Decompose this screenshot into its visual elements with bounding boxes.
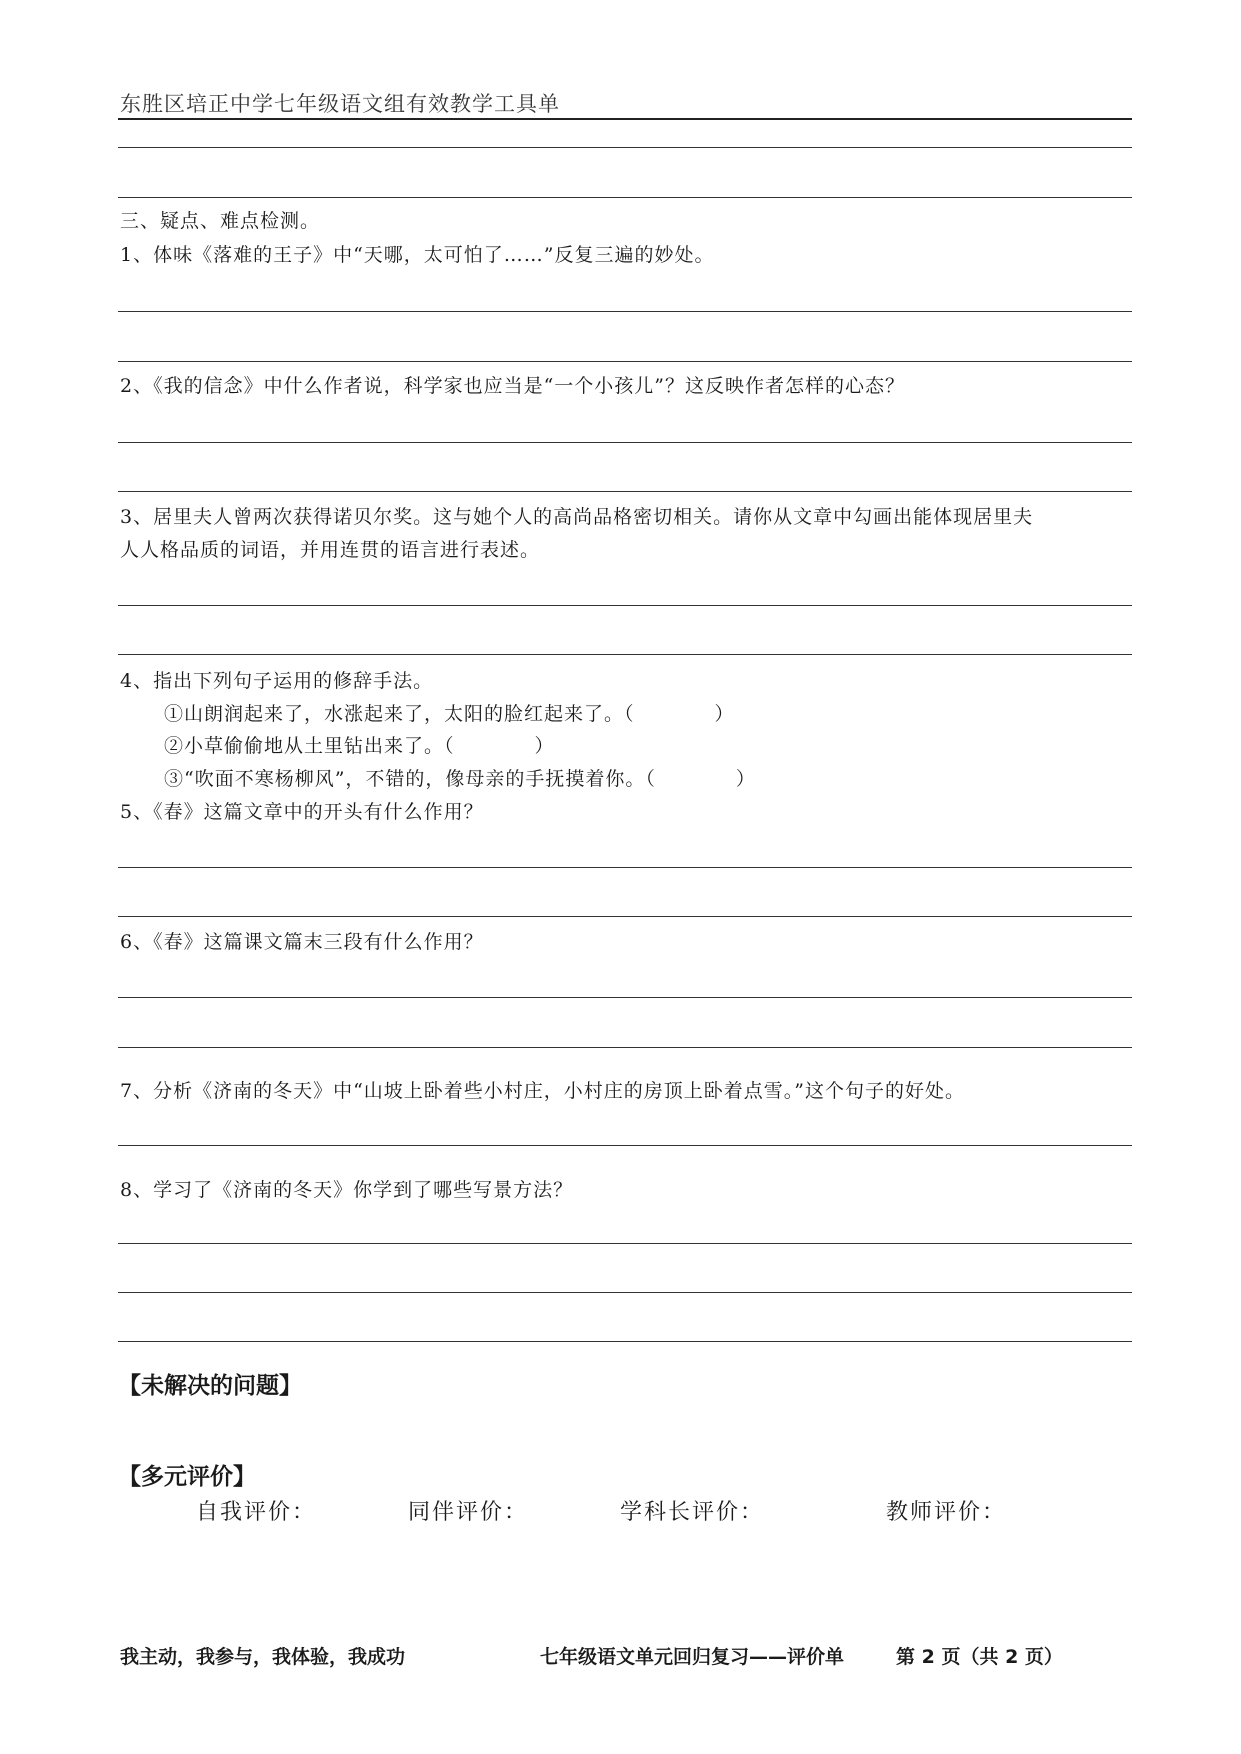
answer-line[interactable] bbox=[118, 491, 1132, 492]
answer-line[interactable] bbox=[118, 1243, 1132, 1244]
answer-line[interactable] bbox=[118, 361, 1132, 362]
question-1: 1、体味《落难的王子》中“天哪，太可怕了……”反复三遍的妙处。 bbox=[120, 244, 715, 266]
section-heading: 三、疑点、难点检测。 bbox=[120, 210, 321, 232]
answer-line[interactable] bbox=[118, 442, 1132, 443]
answer-line[interactable] bbox=[118, 916, 1132, 917]
question-4-item-3: ③“吹面不寒杨柳风”，不错的，像母亲的手抚摸着你。（ ） bbox=[164, 768, 756, 790]
answer-line[interactable] bbox=[118, 1145, 1132, 1146]
header-rule bbox=[118, 118, 1132, 120]
question-3-line-1: 3、居里夫人曾两次获得诺贝尔奖。这与她个人的高尚品格密切相关。请你从文章中勾画出能体现居里夫 bbox=[120, 506, 1034, 528]
question-4-item-1: ①山朗润起来了，水涨起来了，太阳的脸红起来了。（ ） bbox=[164, 703, 735, 725]
answer-line[interactable] bbox=[118, 654, 1132, 655]
answer-line[interactable] bbox=[118, 997, 1132, 998]
footer-motto: 我主动，我参与，我体验，我成功 bbox=[120, 1646, 406, 1668]
answer-line[interactable] bbox=[118, 1047, 1132, 1048]
question-4: 4、指出下列句子运用的修辞手法。 bbox=[120, 670, 434, 692]
answer-line[interactable] bbox=[118, 147, 1132, 148]
answer-line[interactable] bbox=[118, 1341, 1132, 1342]
question-4-item-2: ②小草偷偷地从土里钻出来了。（ ） bbox=[164, 735, 555, 757]
question-5: 5、《春》这篇文章中的开头有什么作用？ bbox=[120, 801, 484, 823]
question-8: 8、学习了《济南的冬天》你学到了哪些写景方法？ bbox=[120, 1179, 574, 1201]
answer-line[interactable] bbox=[118, 311, 1132, 312]
question-6: 6、《春》这篇课文篇末三段有什么作用？ bbox=[120, 931, 484, 953]
document-header: 东胜区培正中学七年级语文组有效教学工具单 bbox=[120, 92, 560, 116]
answer-line[interactable] bbox=[118, 605, 1132, 606]
answer-line[interactable] bbox=[118, 1292, 1132, 1293]
self-evaluation-label: 自我评价： bbox=[196, 1500, 317, 1525]
question-2: 2、《我的信念》中什么作者说，科学家也应当是“一个小孩儿”？这反映作者怎样的心态？ bbox=[120, 375, 906, 397]
peer-evaluation-label: 同伴评价： bbox=[408, 1500, 529, 1525]
unsolved-heading: 【未解决的问题】 bbox=[118, 1373, 302, 1399]
question-7: 7、分析《济南的冬天》中“山坡上卧着些小村庄，小村庄的房顶上卧着点雪。”这个句子的好处。 bbox=[120, 1080, 966, 1102]
answer-line[interactable] bbox=[118, 197, 1132, 198]
evaluation-heading: 【多元评价】 bbox=[118, 1464, 256, 1490]
teacher-evaluation-label: 教师评价： bbox=[886, 1500, 1007, 1525]
answer-line[interactable] bbox=[118, 867, 1132, 868]
subject-leader-evaluation-label: 学科长评价： bbox=[620, 1500, 765, 1525]
question-3-line-2: 人人格品质的词语，并用连贯的语言进行表述。 bbox=[120, 539, 541, 561]
footer-title: 七年级语文单元回归复习——评价单 bbox=[540, 1646, 845, 1668]
footer-page-number: 第 2 页（共 2 页） bbox=[896, 1646, 1063, 1668]
